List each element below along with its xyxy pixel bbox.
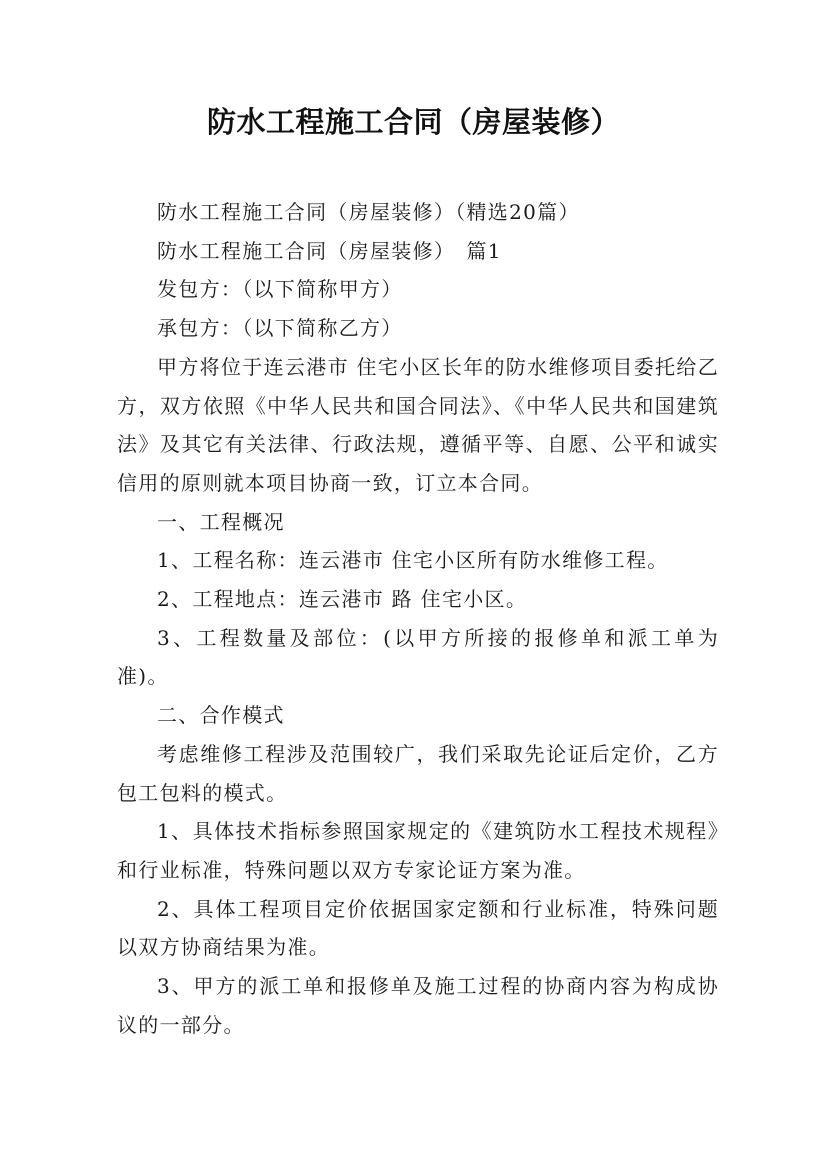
document-body xyxy=(117,193,719,1044)
paragraph: 考虑维修工程涉及范围较广，我们采取先论证后定价，乙方包工包料的模式。 xyxy=(117,741,719,805)
paragraph: 3、甲方的派工单和报修单及施工过程的协商内容为构成协议的一部分。 xyxy=(117,974,719,1037)
document-title: 防水工程施工合同（房屋装修） xyxy=(206,105,620,139)
paragraph: 防水工程施工合同（房屋装修）（精选20篇） xyxy=(157,200,580,224)
paragraph: 防水工程施工合同（房屋装修） 篇1 xyxy=(157,238,502,263)
paragraph: 2、具体工程项目定价依据国家定额和行业标准，特殊问题以双方协商结果为准。 xyxy=(117,896,719,960)
paragraph: 甲方将位于连云港市 住宅小区长年的防水维修项目委托给乙方，双方依照《中华人民共和国合同法》、《中华人民共和国建筑法》及其它有关法律、行政法规，遵循平等、自愿、公平和诚实信用的原则就本项目协商一致，订立本合同。 xyxy=(117,354,719,495)
section-heading: 一、工程概况 xyxy=(157,509,285,534)
paragraph: 2、工程地点：连云港市 路 住宅小区。 xyxy=(157,587,528,612)
paragraph: 1、具体技术指标参照国家规定的《建筑防水工程技术规程》和行业标准，特殊问题以双方专家论证方案为准。 xyxy=(117,819,719,882)
paragraph: 承包方：（以下简称乙方） xyxy=(157,316,403,341)
section-heading: 二、合作模式 xyxy=(157,703,285,728)
paragraph: 发包方：（以下简称甲方） xyxy=(157,277,403,302)
paragraph: 1、工程名称：连云港市 住宅小区所有防水维修工程。 xyxy=(157,548,669,573)
paragraph: 3、工程数量及部位：(以甲方所接的报修单和派工单为准)。 xyxy=(117,625,719,689)
